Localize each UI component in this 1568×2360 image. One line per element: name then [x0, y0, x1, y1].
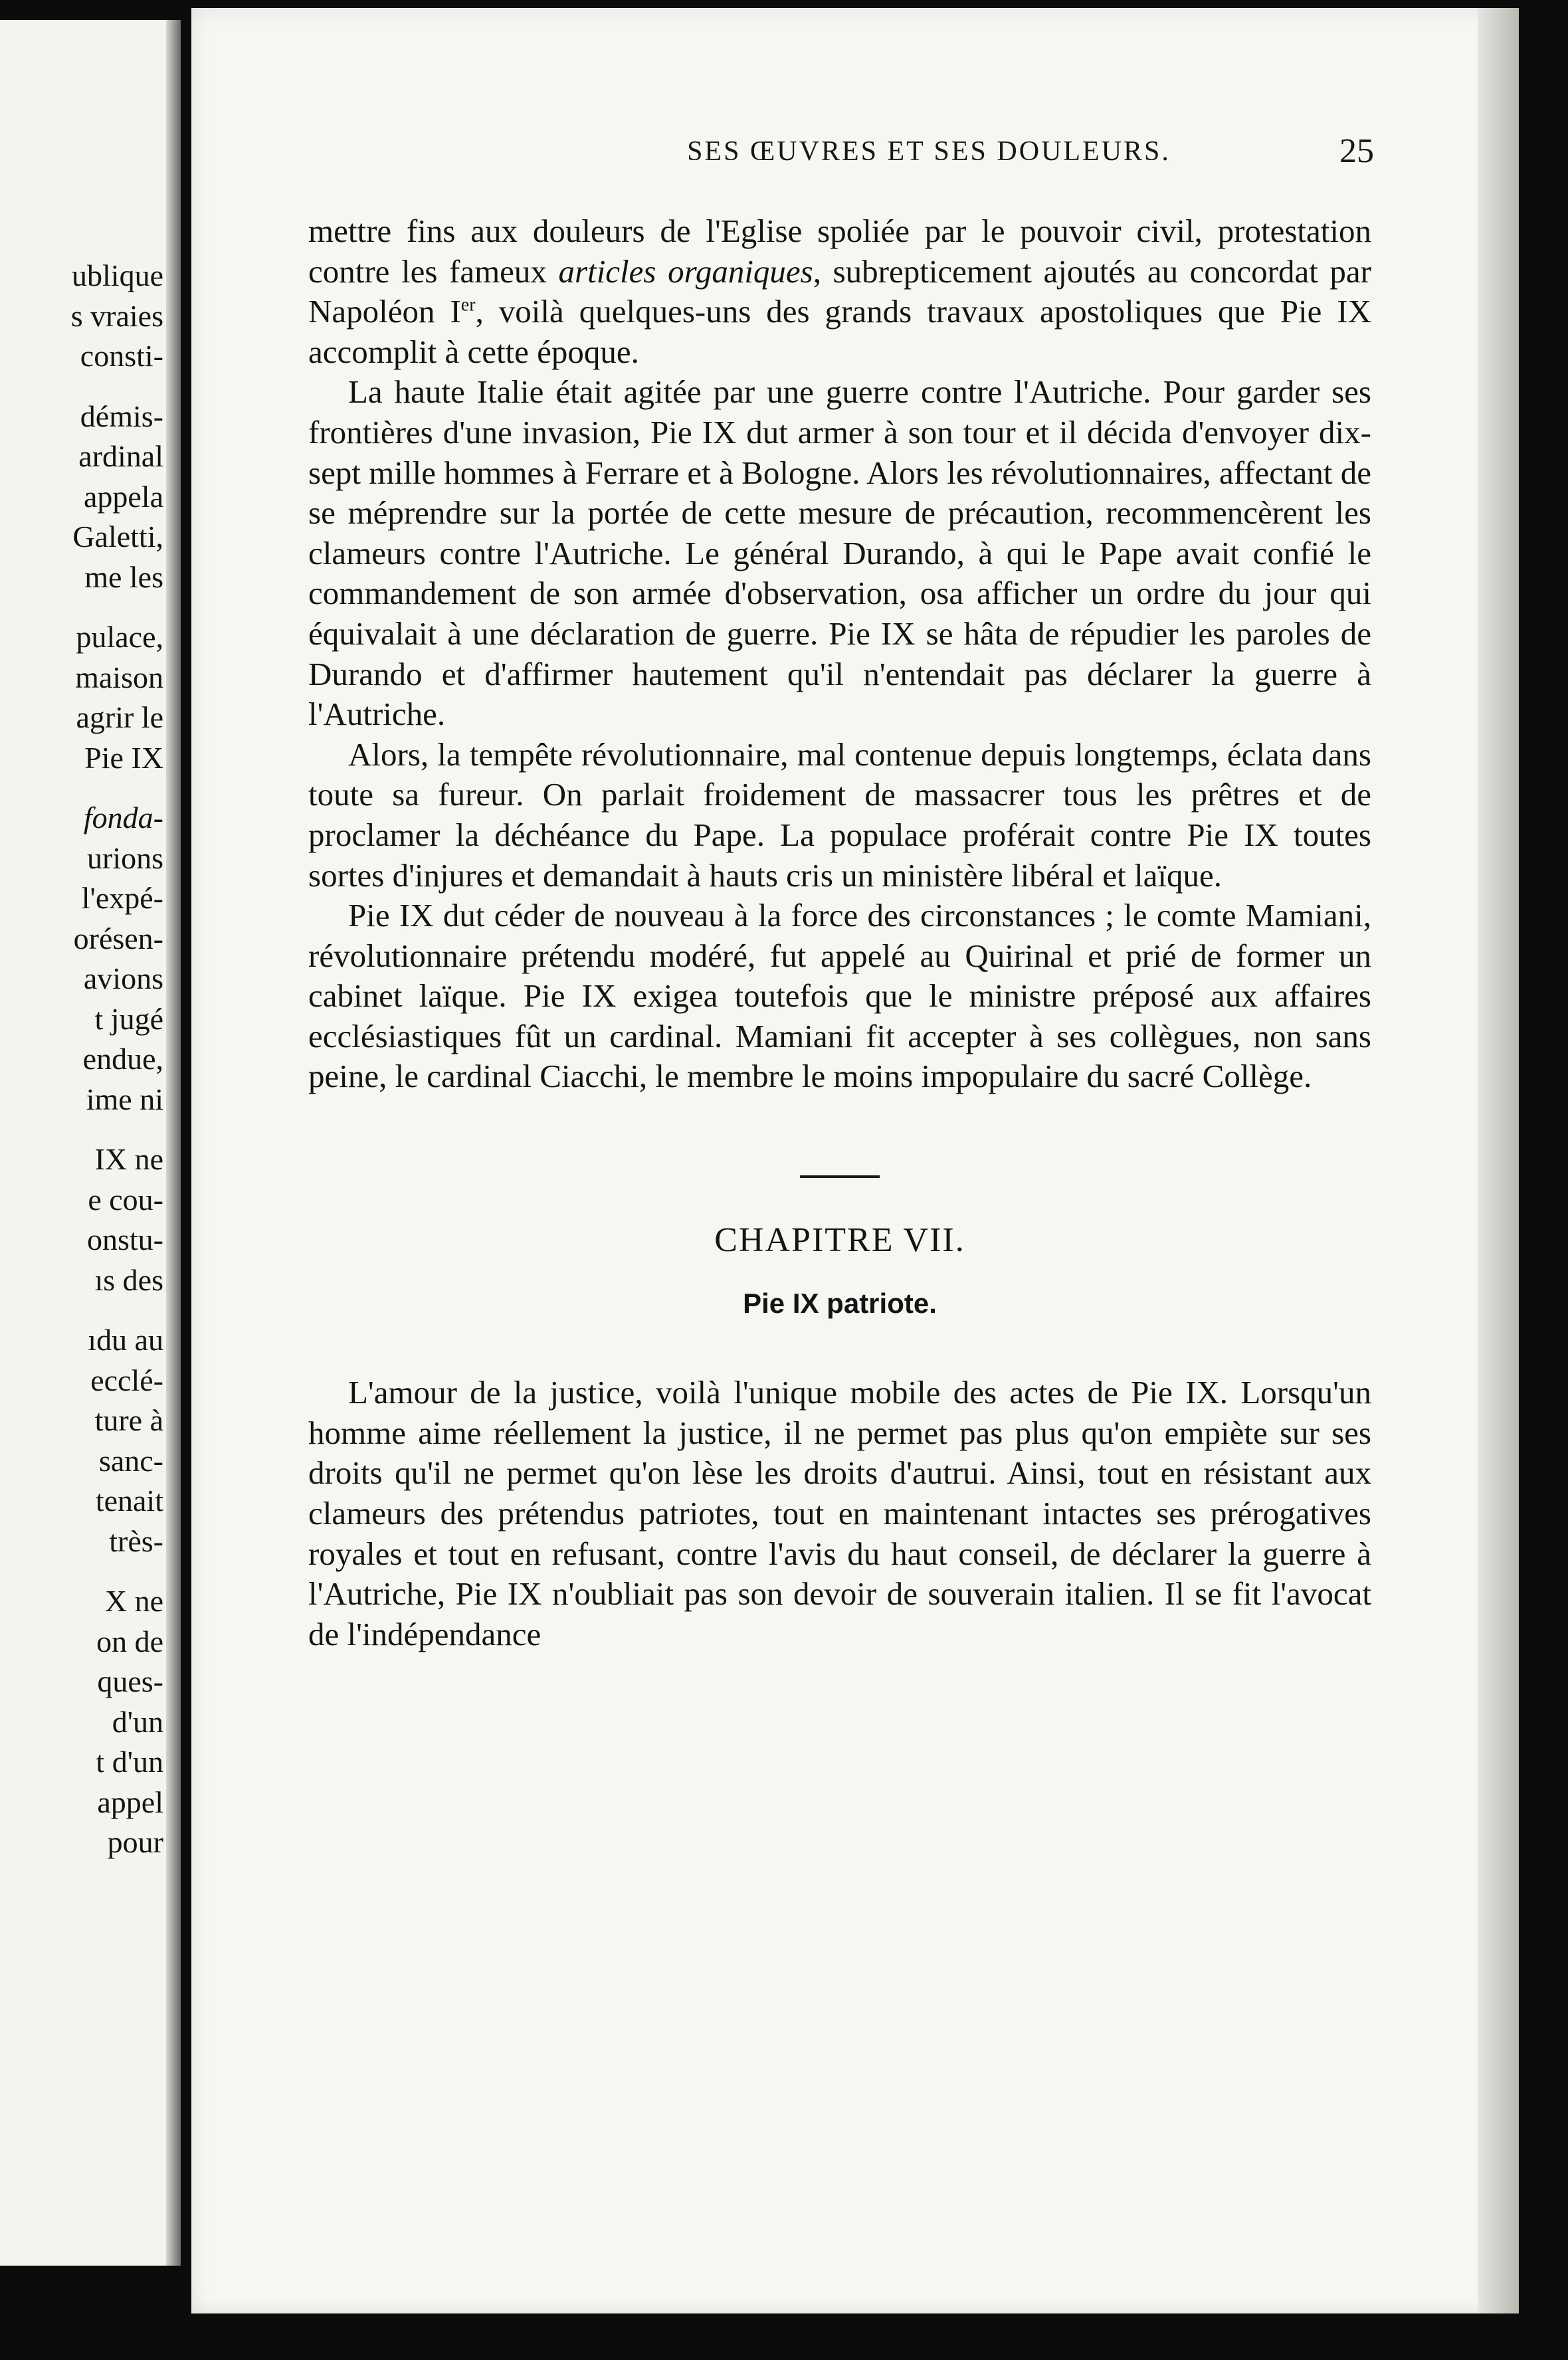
left-page-line: consti-: [80, 339, 163, 373]
paragraph-2: La haute Italie était agitée par une guerre contre l'Autriche. Pour garder ses frontières d'une invasion, Pie IX dut armer à son tour et il décida d'envoyer dix-sept mille hommes à Ferrare et à Bologne. Alors les révolutionnaires, affectant de se méprendre sur la portée de cette mesure de précaution, recommencèrent les clameurs contre l'Autriche. Le général Durando, à qui le Pape avait confié le commandement de son armée d'observation, osa afficher un ordre du jour qui équivalait à une déclaration de guerre. Pie IX se hâta de répudier les paroles de Durando et d'affirmer hautement qu'il n'entendait pas déclarer la guerre à l'Autriche.: [308, 373, 1371, 733]
left-page-line: agrir le: [76, 700, 163, 734]
paragraph-1-text-a: mettre fins aux douleurs de l'Eglise spoliée par le pouvoir civil, protestation contre les fameux: [308, 213, 1371, 290]
chapter-paragraph-1: L'amour de la justice, voilà l'unique mobile des actes de Pie IX. Lorsqu'un homme aime réellement la justice, il ne permet pas plus qu'on empiète sur ses droits qu'il ne permet qu'on lèse les droits d'autrui. Ainsi, tout en résistant aux clameurs des prétendus patriotes, tout en maintenant intactes ses prérogatives royales et tout en refusant, contre l'avis du haut conseil, de déclarer la guerre à l'Autriche, Pie IX n'oubliait pas son devoir de souverain italien. Il se fit l'avocat de l'indépendance: [308, 1374, 1371, 1652]
paragraph-4: Pie IX dut céder de nouveau à la force des circonstances ; le comte Mamiani, révolutionnaire prétendu modéré, fut appelé au Quirinal et prié de former un cabinet laïque. Pie IX exigea toutefois que le ministre préposé aux affaires ecclésiastiques fût un cardinal. Mamiani fit accepter à ses collègues, non sans peine, le cardinal Ciacchi, le membre le moins impopulaire du sacré Collège.: [308, 897, 1371, 1095]
paragraph-3: Alors, la tempête révolutionnaire, mal contenue depuis longtemps, éclata dans toute sa fureur. On parlait froidement de massacrer tous les prêtres et de proclamer la déchéance du Pape. La populace proférait contre Pie IX toutes sortes d'injures et demandait à hauts cris un ministère libéral et laïque.: [308, 736, 1371, 894]
left-page-line: me les: [84, 559, 163, 594]
left-page-line: ques-: [97, 1664, 163, 1698]
left-page-line: appel: [97, 1785, 163, 1819]
left-page-line: orésen-: [73, 921, 163, 955]
left-page-line: sanc-: [98, 1443, 163, 1478]
left-page-line: t d'un: [96, 1745, 163, 1779]
left-page-line: Pie IX: [84, 740, 163, 775]
left-page-line: d'un: [112, 1704, 163, 1739]
left-page-line: Galetti,: [72, 520, 163, 553]
left-page-gap: [4, 597, 163, 617]
left-page-line: ardinal: [78, 439, 163, 473]
left-page-line: ture à: [94, 1403, 163, 1437]
page-edge: [1478, 8, 1519, 2313]
left-page-gap: [4, 1561, 163, 1581]
left-page-line: maison: [75, 660, 163, 694]
left-page-line: ıdu au: [88, 1323, 163, 1357]
left-page-line: très-: [109, 1524, 163, 1558]
left-page-line: tenait: [95, 1484, 163, 1518]
left-page-line: l'expé-: [81, 881, 163, 915]
left-page-line: appela: [83, 479, 163, 514]
paragraph-1-superscript: er: [460, 294, 476, 316]
paragraph-1-text-c: , voilà quelques-uns des grands travaux apostoliques que Pie IX accomplit à cette époque.: [308, 293, 1371, 370]
left-page-line: pulace,: [76, 620, 163, 654]
running-head: SES ŒUVRES ET SES DOULEURS.: [687, 136, 1171, 167]
left-page-line: démis-: [80, 399, 163, 433]
left-page-line: endue,: [82, 1042, 163, 1076]
left-page-text: [4, 256, 163, 1863]
book-page: [191, 8, 1519, 2313]
section-divider: [800, 1175, 880, 1178]
paragraph-1-italic: articles organiques: [558, 252, 813, 290]
left-page-gap: [4, 377, 163, 397]
paragraph-1: [308, 211, 1371, 372]
left-page-line: ublique: [72, 258, 163, 292]
left-page-line: fonda-: [83, 801, 163, 835]
left-page-gap: [4, 1300, 163, 1320]
book-gutter: [166, 20, 181, 2266]
left-page-line: t jugé: [94, 1001, 163, 1036]
left-page-line: s vraies: [70, 298, 163, 333]
left-page-line: ime ni: [86, 1082, 163, 1116]
left-page-gap: [4, 778, 163, 798]
left-page-gap: [4, 1120, 163, 1139]
page-number: 25: [1339, 132, 1374, 170]
left-page-line: ıs des: [94, 1262, 163, 1297]
left-page-line: ecclé-: [90, 1363, 163, 1397]
left-page-line: X ne: [104, 1584, 163, 1618]
left-page-line: on de: [96, 1624, 163, 1658]
left-page-line: pour: [107, 1825, 163, 1859]
left-page-line: urions: [87, 840, 163, 875]
main-text: [308, 211, 1371, 1654]
chapter-subtitle: Pie IX patriote.: [743, 1287, 937, 1319]
left-page-line: avions: [83, 961, 163, 995]
left-page-line: onstu-: [87, 1223, 163, 1256]
left-page-fragment: [0, 20, 181, 2266]
left-page-line: IX ne: [94, 1142, 163, 1176]
left-page-line: e cou-: [88, 1182, 163, 1217]
paragraph-1-text-b: , subrepticement ajoutés au concordat par Napoléon I: [308, 252, 1371, 330]
chapter-title: CHAPITRE VII.: [714, 1221, 965, 1260]
